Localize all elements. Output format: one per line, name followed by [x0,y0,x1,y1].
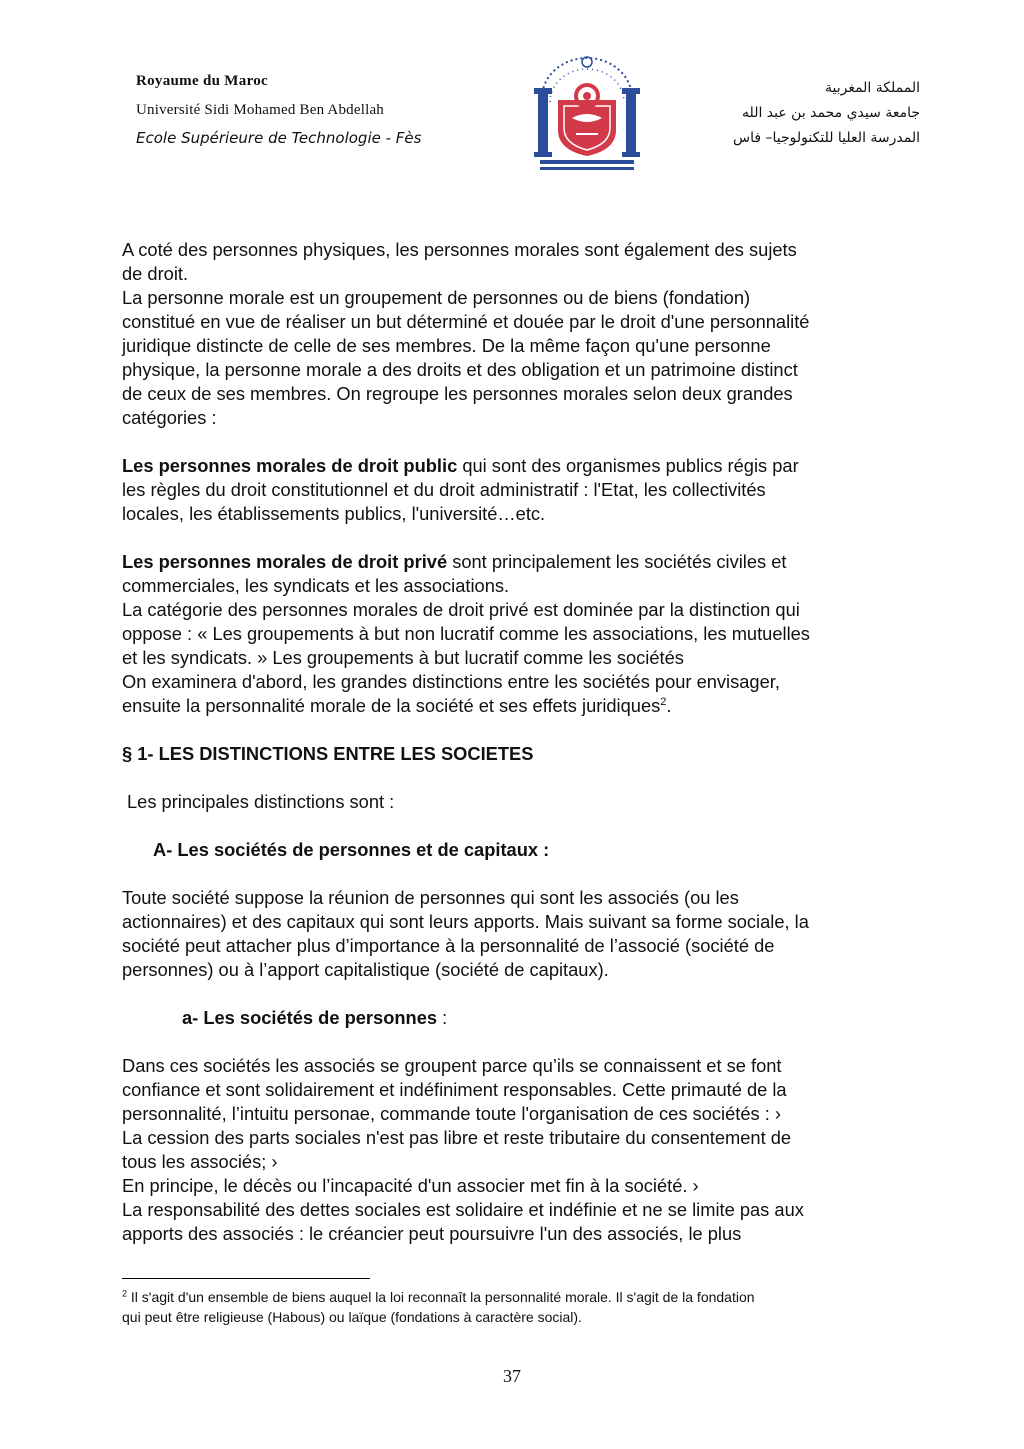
body-line: actionnaires) et des capitaux qui sont leurs apports. Mais suivant sa forme sociale, la [122,911,809,932]
body-line: de droit. [122,263,189,284]
body-line: personnes) ou à l’apport capitalistique (société de capitaux). [122,959,609,980]
document-body [122,238,912,1246]
header-left [136,73,516,147]
header-right-arabic [690,76,920,151]
footnote-line: $^2$ Il s'agit d'un ensemble de biens auquel la loi reconnaît la personnalité morale. Il s'agit de la fondation [122,1288,755,1305]
body-line: tous les associés; › [122,1151,278,1172]
body-line: En principe, le décès ou l’incapacité d'un associer met fin à la société. › [122,1175,699,1196]
subsection-heading-a-sub: a- Les sociétés de personnes : [182,1007,448,1028]
footnote-divider [122,1278,370,1279]
footnote [122,1287,912,1327]
body-line: La responsabilité des dettes sociales est solidaire et indéfinie et ne se limite pas aux [122,1199,804,1220]
body-line: La cession des parts sociales n'est pas libre et reste tributaire du consentement de [122,1127,792,1148]
body-line: physique, la personne morale a des droits et des obligation et un patrimoine distinct [122,359,798,380]
term-prive: Les personnes morales de droit privé [122,551,448,572]
body-line: A coté des personnes physiques, les personnes morales sont également des sujets [122,239,797,260]
body-line: Toute société suppose la réunion de personnes qui sont les associés (ou les [122,887,739,908]
university-emblem-icon [528,52,646,176]
body-line: commerciales, les syndicats et les associations. [122,575,510,596]
body-line: les règles du droit constitutionnel et du droit administratif : l'Etat, les collectivités [122,479,766,500]
body-line: de ceux de ses membres. On regroupe les personnes morales selon deux grandes [122,383,793,404]
footnote-line: qui peut être religieuse (Habous) ou laïque (fondations à caractère social). [122,1309,582,1325]
header-university: Université Sidi Mohamed Ben Abdellah [136,102,384,118]
body-line: La personne morale est un groupement de personnes ou de biens (fondation) [122,287,751,308]
section-heading: § 1- LES DISTINCTIONS ENTRE LES SOCIETES [122,743,534,764]
header-school-ar: المدرسة العليا للتكنولوجيا– فاس [733,130,920,146]
paragraph-prive-line: Les personnes morales de droit privé sont principalement les sociétés civiles et [122,551,787,572]
page-number: 37 [503,1366,521,1386]
body-line: société peut attacher plus d’importance à la personnalité de l’associé (société de [122,935,775,956]
body-line: constitué en vue de réaliser un but déterminé et douée par le droit d'une personnalité [122,311,810,332]
body-line: Dans ces sociétés les associés se groupent parce qu’ils se connaissent et se font [122,1055,782,1076]
footnote-number: 2 [122,1288,128,1299]
body-line: ensuite la personnalité morale de la société et ses effets juridiques$^2$. [122,695,672,716]
header-kingdom-ar: المملكة المغربية [824,80,920,96]
header-kingdom: Royaume du Maroc [136,73,269,89]
body-line: personnalité, l’intuitu personae, commande toute l'organisation de ces sociétés : › [122,1103,781,1124]
subsection-heading-a: A- Les sociétés de personnes et de capitaux : [153,839,550,860]
body-line: et les syndicats. » Les groupements à but lucratif comme les sociétés [122,647,684,668]
body-line: locales, les établissements publics, l'université…etc. [122,503,546,524]
body-line: On examinera d'abord, les grandes distinctions entre les sociétés pour envisager, [122,671,780,692]
intro-line: Les principales distinctions sont : [127,791,395,812]
footnote-ref[interactable]: 2 [660,695,667,708]
term-public: Les personnes morales de droit public [122,455,458,476]
header-university-ar: جامعة سيدي محمد بن عبد الله [742,105,920,121]
body-line: juridique distincte de celle de ses membres. De la même façon qu'une personne [122,335,771,356]
body-line: La catégorie des personnes morales de droit privé est dominée par la distinction qui [122,599,800,620]
body-line: oppose : « Les groupements à but non lucratif comme les associations, les mutuelles [122,623,810,644]
paragraph-public-line: Les personnes morales de droit public qui sont des organismes publics régis par [122,455,799,476]
body-line: confiance et sont solidairement et indéfiniment responsables. Cette primauté de la [122,1079,787,1100]
body-line: catégories : [122,407,217,428]
body-line: apports des associés : le créancier peut poursuivre l'un des associés, le plus [122,1223,742,1244]
header-school: Ecole Supérieure de Technologie - Fès [136,129,422,147]
